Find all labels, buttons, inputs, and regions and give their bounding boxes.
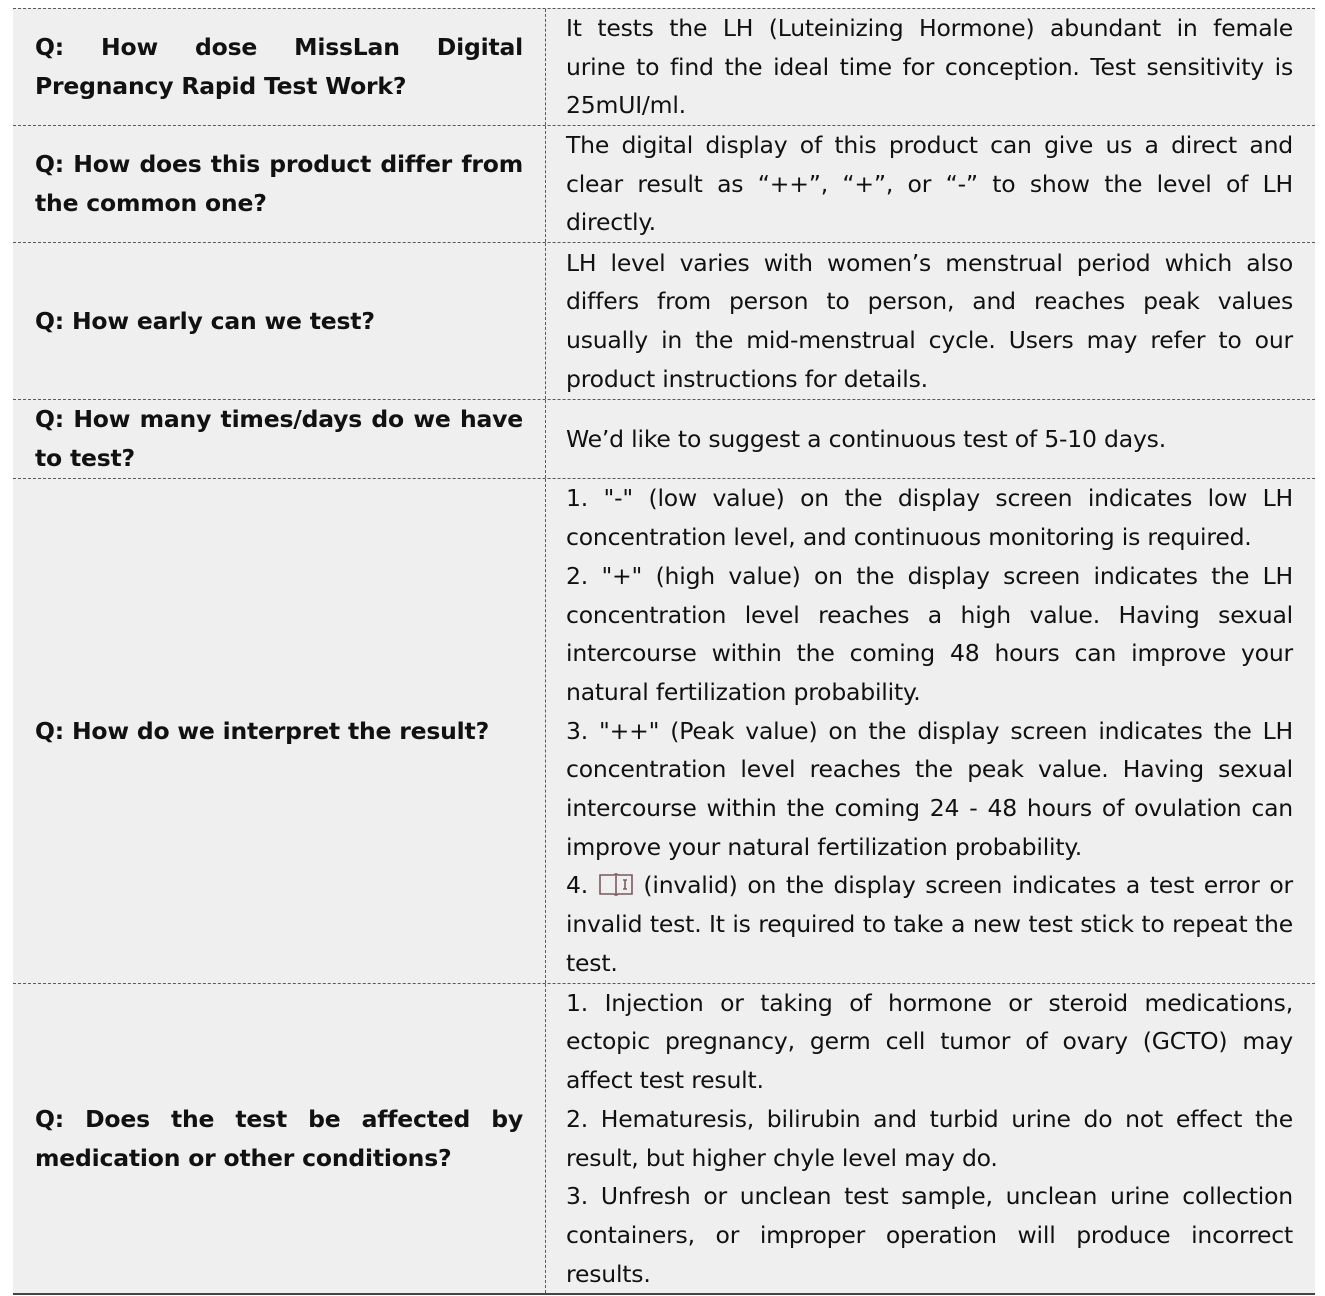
faq-row xyxy=(13,984,1315,1295)
open-book-icon xyxy=(598,870,634,896)
answer-cell xyxy=(546,9,1315,125)
answer-text: It tests the LH (Luteinizing Hormone) abundant in female urine to find the ideal time for conception. Test sensitivity is 25mUI/ml. xyxy=(566,13,1293,120)
question-text: Q: How early can we test? xyxy=(35,306,375,335)
question-cell xyxy=(13,479,546,983)
answer-item-1: 1. Injection or taking of hormone or steroid medications, ectopic pregnancy, germ cell tumor of ovary (GCTO) may affect test result. xyxy=(566,988,1293,1095)
faq-table xyxy=(13,8,1315,1295)
question-cell xyxy=(13,126,546,242)
question-text: Q: How do we interpret the result? xyxy=(35,716,489,745)
answer-text: LH level varies with women’s menstrual period which also differs from person to person, and reaches peak values usually in the mid-menstrual cycle. Users may refer to our product instructions for details. xyxy=(566,248,1293,393)
answer-item-1: 1. "-" (low value) on the display screen indicates low LH concentration level, and continuous monitoring is required. xyxy=(566,484,1293,552)
answer-text: We’d like to suggest a continuous test of 5-10 days. xyxy=(566,424,1166,453)
answer-cell xyxy=(546,400,1315,478)
answer-item-3: 3. "++" (Peak value) on the display screen indicates the LH concentration level reaches the peak value. Having sexual intercourse within the coming 24 - 48 hours of ovulation can improve your natural fertilization probability. xyxy=(566,716,1293,861)
answer-item-4-prefix: 4. xyxy=(566,871,589,900)
answer-text: The digital display of this product can give us a direct and clear result as “++”, “+”, or “-” to show the level of LH directly. xyxy=(566,130,1293,237)
answer-item-4 xyxy=(566,866,1293,982)
question-cell xyxy=(13,243,546,399)
question-text: Q: How many times/days do we have to test? xyxy=(35,405,523,472)
answer-cell xyxy=(546,479,1315,983)
faq-row xyxy=(13,243,1315,400)
faq-row xyxy=(13,400,1315,479)
answer-item-2: 2. Hematuresis, bilirubin and turbid urine do not effect the result, but higher chyle level may do. xyxy=(566,1104,1293,1172)
answer-item-2: 2. "+" (high value) on the display screen indicates the LH concentration level reaches a high value. Having sexual intercourse within the coming 48 hours can improve your natural fertilization probability. xyxy=(566,561,1293,706)
answer-cell xyxy=(546,984,1315,1293)
answer-cell xyxy=(546,126,1315,242)
question-cell xyxy=(13,9,546,125)
faq-row xyxy=(13,126,1315,243)
faq-row xyxy=(13,479,1315,984)
question-text: Q: How dose MissLan Digital Pregnancy Rapid Test Work? xyxy=(35,33,523,100)
faq-row xyxy=(13,8,1315,126)
question-text: Q: Does the test be affected by medication or other conditions? xyxy=(35,1104,523,1172)
answer-item-3: 3. Unfresh or unclean test sample, unclean urine collection containers, or improper operation will produce incorrect results. xyxy=(566,1182,1293,1288)
question-cell xyxy=(13,400,546,478)
question-cell xyxy=(13,984,546,1293)
question-text: Q: How does this product differ from the common one? xyxy=(35,150,523,217)
answer-item-4-text: (invalid) on the display screen indicates a test error or invalid test. It is required to take a new test stick to repeat the test. xyxy=(566,871,1293,977)
answer-cell xyxy=(546,243,1315,399)
